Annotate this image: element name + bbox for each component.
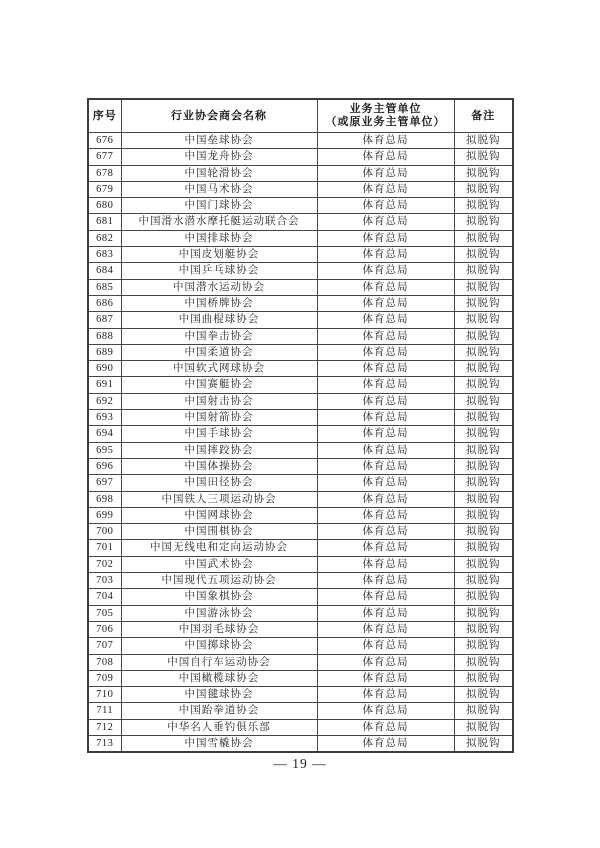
name-cell: 中国龙舟协会 [121, 149, 317, 165]
unit-cell: 体育总局 [317, 361, 454, 377]
unit-cell: 体育总局 [317, 638, 454, 654]
name-cell: 中国赛艇协会 [121, 377, 317, 393]
serial-cell: 676 [88, 133, 121, 149]
remark-cell: 拟脱钩 [454, 670, 513, 686]
name-cell: 中国橄榄球协会 [121, 670, 317, 686]
name-cell: 中国排球协会 [121, 230, 317, 246]
serial-cell: 680 [88, 198, 121, 214]
remark-cell: 拟脱钩 [454, 328, 513, 344]
remark-cell: 拟脱钩 [454, 247, 513, 263]
serial-cell: 706 [88, 621, 121, 637]
serial-cell: 695 [88, 442, 121, 458]
unit-cell: 体育总局 [317, 605, 454, 621]
name-cell: 中国射击协会 [121, 393, 317, 409]
serial-cell: 683 [88, 247, 121, 263]
serial-cell: 710 [88, 687, 121, 703]
remark-cell: 拟脱钩 [454, 279, 513, 295]
unit-cell: 体育总局 [317, 426, 454, 442]
serial-cell: 692 [88, 393, 121, 409]
name-cell: 中国田径协会 [121, 475, 317, 491]
table-row [88, 621, 513, 637]
unit-cell: 体育总局 [317, 654, 454, 670]
remark-cell: 拟脱钩 [454, 295, 513, 311]
name-cell: 中国桥牌协会 [121, 295, 317, 311]
unit-cell: 体育总局 [317, 589, 454, 605]
remark-cell: 拟脱钩 [454, 475, 513, 491]
table-row [88, 670, 513, 686]
column-header-name: 行业协会商会名称 [121, 99, 317, 133]
name-cell: 中国游泳协会 [121, 605, 317, 621]
unit-cell: 体育总局 [317, 263, 454, 279]
serial-cell: 689 [88, 344, 121, 360]
table-row [88, 149, 513, 165]
page-number: — 19 — [273, 756, 327, 771]
serial-cell: 707 [88, 638, 121, 654]
table-row [88, 589, 513, 605]
remark-cell: 拟脱钩 [454, 393, 513, 409]
unit-cell: 体育总局 [317, 230, 454, 246]
table-row [88, 198, 513, 214]
name-cell: 中国垒球协会 [121, 133, 317, 149]
table-row [88, 410, 513, 426]
table-row [88, 295, 513, 311]
unit-cell: 体育总局 [317, 540, 454, 556]
table-row [88, 442, 513, 458]
remark-cell: 拟脱钩 [454, 654, 513, 670]
column-header-unit [317, 99, 454, 133]
table-header [88, 99, 513, 133]
table-row [88, 735, 513, 752]
table-row [88, 556, 513, 572]
name-cell: 中国掷球协会 [121, 638, 317, 654]
unit-cell: 体育总局 [317, 295, 454, 311]
remark-cell: 拟脱钩 [454, 638, 513, 654]
serial-cell: 708 [88, 654, 121, 670]
serial-cell: 713 [88, 735, 121, 752]
remark-cell: 拟脱钩 [454, 181, 513, 197]
remark-cell: 拟脱钩 [454, 540, 513, 556]
serial-cell: 685 [88, 279, 121, 295]
table-row [88, 230, 513, 246]
table-row [88, 605, 513, 621]
table-row [88, 165, 513, 181]
serial-cell: 696 [88, 458, 121, 474]
name-cell: 中国马术协会 [121, 181, 317, 197]
remark-cell: 拟脱钩 [454, 589, 513, 605]
column-header-unit-line2: （或原业务主管单位） [325, 116, 446, 128]
remark-cell: 拟脱钩 [454, 198, 513, 214]
name-cell: 中国轮滑协会 [121, 165, 317, 181]
remark-cell: 拟脱钩 [454, 719, 513, 735]
serial-cell: 694 [88, 426, 121, 442]
name-cell: 中国乒乓球协会 [121, 263, 317, 279]
table-row [88, 491, 513, 507]
name-cell: 中国象棋协会 [121, 589, 317, 605]
unit-cell: 体育总局 [317, 621, 454, 637]
remark-cell: 拟脱钩 [454, 491, 513, 507]
name-cell: 中国铁人三项运动协会 [121, 491, 317, 507]
name-cell: 中国滑水潜水摩托艇运动联合会 [121, 214, 317, 230]
name-cell: 中国网球协会 [121, 507, 317, 523]
remark-cell: 拟脱钩 [454, 165, 513, 181]
serial-cell: 698 [88, 491, 121, 507]
table-row [88, 458, 513, 474]
serial-cell: 702 [88, 556, 121, 572]
unit-cell: 体育总局 [317, 687, 454, 703]
serial-cell: 701 [88, 540, 121, 556]
unit-cell: 体育总局 [317, 247, 454, 263]
serial-cell: 690 [88, 361, 121, 377]
unit-cell: 体育总局 [317, 735, 454, 752]
unit-cell: 体育总局 [317, 719, 454, 735]
unit-cell: 体育总局 [317, 491, 454, 507]
unit-cell: 体育总局 [317, 442, 454, 458]
remark-cell: 拟脱钩 [454, 263, 513, 279]
unit-cell: 体育总局 [317, 524, 454, 540]
unit-cell: 体育总局 [317, 181, 454, 197]
remark-cell: 拟脱钩 [454, 703, 513, 719]
table-row [88, 573, 513, 589]
name-cell: 中国软式网球协会 [121, 361, 317, 377]
name-cell: 中国现代五项运动协会 [121, 573, 317, 589]
serial-cell: 699 [88, 507, 121, 523]
name-cell: 中国摔跤协会 [121, 442, 317, 458]
table-row [88, 377, 513, 393]
table-row [88, 133, 513, 149]
unit-cell: 体育总局 [317, 344, 454, 360]
table-row [88, 214, 513, 230]
serial-cell: 688 [88, 328, 121, 344]
table-row [88, 540, 513, 556]
remark-cell: 拟脱钩 [454, 735, 513, 752]
association-table [87, 98, 514, 753]
table-row [88, 703, 513, 719]
serial-cell: 686 [88, 295, 121, 311]
unit-cell: 体育总局 [317, 133, 454, 149]
unit-cell: 体育总局 [317, 328, 454, 344]
table-body [88, 133, 513, 753]
column-header-remark: 备注 [454, 99, 513, 133]
unit-cell: 体育总局 [317, 507, 454, 523]
name-cell: 中国潜水运动协会 [121, 279, 317, 295]
name-cell: 中国无线电和定向运动协会 [121, 540, 317, 556]
serial-cell: 682 [88, 230, 121, 246]
unit-cell: 体育总局 [317, 458, 454, 474]
name-cell: 中国皮划艇协会 [121, 247, 317, 263]
table-row [88, 361, 513, 377]
remark-cell: 拟脱钩 [454, 133, 513, 149]
name-cell: 中国围棋协会 [121, 524, 317, 540]
name-cell: 中国柔道协会 [121, 344, 317, 360]
unit-cell: 体育总局 [317, 393, 454, 409]
remark-cell: 拟脱钩 [454, 361, 513, 377]
remark-cell: 拟脱钩 [454, 312, 513, 328]
serial-cell: 704 [88, 589, 121, 605]
name-cell: 中国跆拳道协会 [121, 703, 317, 719]
serial-cell: 678 [88, 165, 121, 181]
table-row [88, 719, 513, 735]
remark-cell: 拟脱钩 [454, 458, 513, 474]
table-row [88, 524, 513, 540]
remark-cell: 拟脱钩 [454, 621, 513, 637]
unit-cell: 体育总局 [317, 149, 454, 165]
table-header-row [88, 99, 513, 133]
unit-cell: 体育总局 [317, 670, 454, 686]
remark-cell: 拟脱钩 [454, 377, 513, 393]
remark-cell: 拟脱钩 [454, 573, 513, 589]
column-header-unit-line1: 业务主管单位 [349, 103, 422, 115]
unit-cell: 体育总局 [317, 556, 454, 572]
table-row [88, 263, 513, 279]
remark-cell: 拟脱钩 [454, 524, 513, 540]
serial-cell: 681 [88, 214, 121, 230]
serial-cell: 703 [88, 573, 121, 589]
name-cell: 中国毽球协会 [121, 687, 317, 703]
name-cell: 中国射箭协会 [121, 410, 317, 426]
remark-cell: 拟脱钩 [454, 556, 513, 572]
column-header-serial: 序号 [88, 99, 121, 133]
unit-cell: 体育总局 [317, 214, 454, 230]
name-cell: 中国门球协会 [121, 198, 317, 214]
table-row [88, 393, 513, 409]
table-row [88, 654, 513, 670]
remark-cell: 拟脱钩 [454, 149, 513, 165]
name-cell: 中国拳击协会 [121, 328, 317, 344]
remark-cell: 拟脱钩 [454, 442, 513, 458]
name-cell: 中国体操协会 [121, 458, 317, 474]
name-cell: 中国手球协会 [121, 426, 317, 442]
name-cell: 中国羽毛球协会 [121, 621, 317, 637]
table-row [88, 181, 513, 197]
serial-cell: 700 [88, 524, 121, 540]
unit-cell: 体育总局 [317, 165, 454, 181]
name-cell: 中国武术协会 [121, 556, 317, 572]
unit-cell: 体育总局 [317, 312, 454, 328]
remark-cell: 拟脱钩 [454, 344, 513, 360]
serial-cell: 691 [88, 377, 121, 393]
serial-cell: 711 [88, 703, 121, 719]
table-row [88, 312, 513, 328]
unit-cell: 体育总局 [317, 377, 454, 393]
unit-cell: 体育总局 [317, 279, 454, 295]
remark-cell: 拟脱钩 [454, 507, 513, 523]
remark-cell: 拟脱钩 [454, 410, 513, 426]
serial-cell: 677 [88, 149, 121, 165]
unit-cell: 体育总局 [317, 410, 454, 426]
unit-cell: 体育总局 [317, 475, 454, 491]
serial-cell: 709 [88, 670, 121, 686]
unit-cell: 体育总局 [317, 573, 454, 589]
serial-cell: 687 [88, 312, 121, 328]
table-row [88, 279, 513, 295]
remark-cell: 拟脱钩 [454, 214, 513, 230]
serial-cell: 684 [88, 263, 121, 279]
remark-cell: 拟脱钩 [454, 687, 513, 703]
table-row [88, 426, 513, 442]
name-cell: 中国雪橇协会 [121, 735, 317, 752]
unit-cell: 体育总局 [317, 703, 454, 719]
serial-cell: 712 [88, 719, 121, 735]
table-row [88, 475, 513, 491]
name-cell: 中国自行车运动协会 [121, 654, 317, 670]
table-row [88, 638, 513, 654]
table-row [88, 507, 513, 523]
serial-cell: 679 [88, 181, 121, 197]
serial-cell: 697 [88, 475, 121, 491]
serial-cell: 705 [88, 605, 121, 621]
table-row [88, 247, 513, 263]
remark-cell: 拟脱钩 [454, 230, 513, 246]
remark-cell: 拟脱钩 [454, 605, 513, 621]
table-row [88, 344, 513, 360]
name-cell: 中国曲棍球协会 [121, 312, 317, 328]
table-row [88, 687, 513, 703]
table-row [88, 328, 513, 344]
serial-cell: 693 [88, 410, 121, 426]
name-cell: 中华名人垂钓俱乐部 [121, 719, 317, 735]
remark-cell: 拟脱钩 [454, 426, 513, 442]
unit-cell: 体育总局 [317, 198, 454, 214]
